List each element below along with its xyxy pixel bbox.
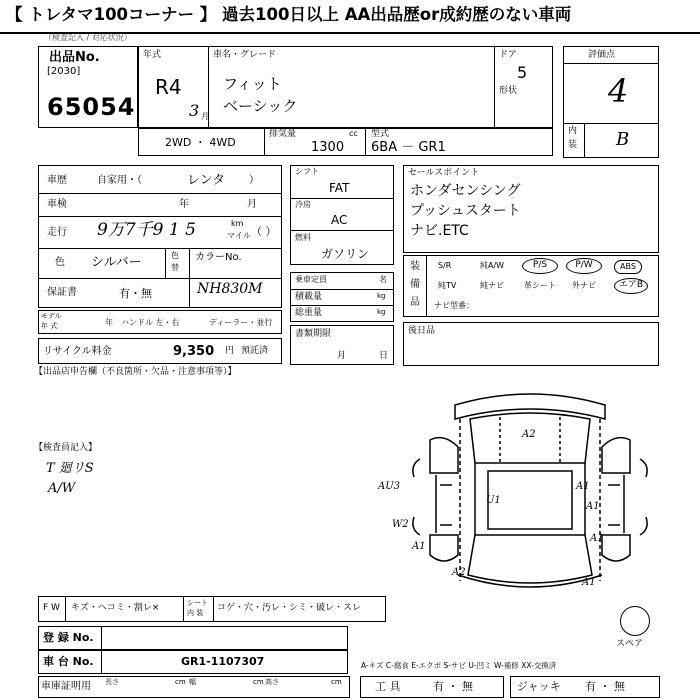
back-date-box — [403, 322, 659, 366]
seat-text: コゲ・穴・汚レ・シミ・破レ・スレ — [217, 603, 362, 613]
recycle-value: 9,350 — [173, 344, 215, 359]
recycle-note: 預託済 — [241, 346, 269, 356]
fw-label: F W — [43, 603, 60, 613]
interior-label-1: 内 — [568, 126, 578, 136]
model-year-label-2: 年 式 — [41, 322, 58, 330]
info-block — [38, 165, 282, 308]
dims-cm-1: cm — [175, 678, 186, 686]
header-title: 【 トレタマ100コーナー 】 過去100日以上 AA出品歴or成約歴のない車両 — [6, 5, 572, 24]
lot-number: 65054 — [47, 93, 136, 121]
displacement-label: 排気量 — [269, 129, 297, 139]
chassis-value: GR1-1107307 — [181, 655, 265, 668]
grade-score: 4 — [608, 72, 629, 110]
equip-abs: ABS — [614, 260, 642, 274]
dims-row — [38, 676, 350, 698]
top-note: （検査記入 / 対応状況） — [44, 33, 132, 42]
load-unit: kg — [377, 292, 386, 300]
equipment-label-3: 品 — [410, 297, 420, 308]
seat-label-2: 内 装 — [187, 609, 204, 617]
doors-value: 5 — [517, 63, 528, 82]
dims-wid: 幅 — [189, 678, 196, 686]
dims-label: 車庫証明用 — [41, 681, 91, 692]
load-label: 積載量 — [295, 292, 323, 302]
damage-legend: A-キズ C-腐食 E-エクボ S-サビ U-凹ミ W-補修 XX-交換済 — [361, 661, 557, 670]
equipment-box — [403, 255, 659, 317]
recycle-label: リサイクル料金 — [43, 346, 112, 357]
sales-points-box — [403, 165, 659, 253]
spec-row — [138, 128, 553, 156]
chassis-label: 車 台 No. — [43, 655, 94, 668]
model-label: 車名・グレード — [213, 50, 277, 60]
sales-points-label: セールスポイント — [408, 168, 480, 178]
grade-box — [563, 46, 659, 158]
jack-label: ジャッキ — [517, 680, 561, 693]
aircon-label: 冷房 — [295, 200, 311, 209]
chassis-row — [38, 650, 348, 674]
recycle-unit: 円 — [225, 346, 235, 356]
color-code: NH830M — [197, 281, 263, 297]
grade-label: 評価点 — [588, 50, 616, 60]
model-year-label-1: モデル — [41, 312, 62, 320]
damage-label-right-front: A1 — [576, 481, 590, 492]
equip-sr: S/R — [438, 261, 452, 270]
damage-label-right-mid: A1 — [590, 533, 604, 544]
tools-label: 工 具 — [375, 680, 401, 693]
equip-aw: 純A/W — [480, 261, 505, 270]
fuel-value: ガソリン — [321, 247, 370, 261]
warranty-value: 有・無 — [119, 287, 152, 300]
model-year-dealer: ディーラー・並行 — [209, 318, 273, 327]
sales-point-2: プッシュスタート — [410, 203, 521, 219]
color-change-1: 色 — [171, 251, 179, 260]
registration-row — [38, 626, 348, 650]
inspection-year: 年 — [179, 199, 189, 210]
model-year-row — [38, 310, 282, 334]
dims-cm-2: cm — [253, 678, 264, 686]
sales-point-1: ホンダセンシング — [410, 183, 521, 199]
fw-row — [38, 596, 386, 622]
inspection-label: 車検 — [47, 199, 67, 210]
recycle-row — [38, 338, 282, 364]
seat-label-1: シート — [187, 599, 208, 607]
damage-label-center: U1 — [486, 495, 501, 506]
damage-label-left-mid: A1 — [412, 541, 426, 552]
mileage-unit-mile: マイル — [227, 231, 251, 240]
docs-deadline-label: 書類期限 — [295, 329, 332, 339]
lot-box — [38, 46, 138, 128]
interior-label-2: 装 — [568, 140, 578, 150]
equip-ps: P/S — [522, 258, 558, 274]
lot-label: 出品No. — [49, 50, 100, 65]
year-label: 年式 — [143, 50, 162, 60]
mechanical-block — [290, 165, 394, 265]
year-month: 3 — [189, 101, 200, 120]
back-date-label: 後日品 — [408, 326, 436, 336]
mileage-paren: （ ） — [251, 225, 277, 238]
lot-sub: [2030] — [47, 66, 81, 77]
year-month-unit: 月 — [201, 112, 209, 121]
damage-label-rear-left: A2 — [452, 567, 466, 578]
docs-deadline-day: 日 — [379, 351, 389, 361]
model-grade: ベーシック — [223, 97, 298, 115]
drive-text: 2WD ・ 4WD — [165, 136, 236, 149]
registration-label: 登 録 No. — [43, 631, 94, 644]
color-change-2: 替 — [171, 263, 179, 272]
spare-icon — [620, 606, 650, 636]
dims-hei: 高さ — [265, 678, 279, 686]
history-close: ） — [249, 175, 259, 186]
model-year-handle: ハンドル 左・右 — [121, 318, 180, 327]
tools-row — [360, 676, 504, 698]
equip-leather: 革シート — [524, 281, 556, 290]
weight-unit: kg — [377, 308, 386, 316]
sales-point-3: ナビ.ETC — [410, 223, 469, 239]
weight-label: 総重量 — [295, 308, 323, 318]
displacement-unit: cc — [349, 129, 358, 138]
history-value: レンタ — [187, 173, 226, 188]
equip-navi: 純ナビ — [480, 281, 504, 290]
history-text: 自家用・（ — [97, 175, 142, 186]
docs-deadline-block — [290, 325, 394, 365]
docs-deadline-month: 月 — [337, 351, 347, 361]
mileage-label: 走行 — [47, 227, 67, 238]
model-code-value: 6BA － GR1 — [371, 140, 446, 155]
color-label: 色 — [55, 257, 65, 268]
tools-value: 有 ・ 無 — [433, 680, 473, 693]
capacity-unit: 名 — [379, 275, 387, 284]
model-year-year: 年 — [105, 318, 113, 327]
spare-label: スペア — [616, 639, 644, 649]
shift-value: FAT — [329, 181, 350, 195]
aircon-value: AC — [331, 213, 348, 227]
history-label: 車歴 — [47, 175, 67, 186]
displacement-value: 1300 — [311, 140, 345, 155]
inspector-line-1: T 廻リS — [46, 461, 94, 476]
capacity-label: 乗車定員 — [295, 275, 327, 284]
model-code-label: 型式 — [371, 129, 390, 139]
year-era: R4 — [155, 75, 182, 99]
vehicle-top-box — [138, 46, 553, 128]
inspector-label: 【検査員記入】 — [34, 443, 98, 453]
mileage-unit-km: km — [231, 219, 244, 228]
color-value: シルバー — [91, 255, 142, 270]
fw-text: キズ・ヘコミ・割レ× — [71, 603, 160, 613]
shift-label: シフト — [295, 167, 319, 176]
damage-label-right-door: A1 — [586, 501, 600, 512]
equip-navi-model: ナビ型番： — [434, 301, 474, 310]
equipment-label-2: 備 — [410, 279, 420, 290]
shape-label: 形状 — [499, 86, 518, 96]
damage-label-rear-right: A1 — [582, 577, 596, 588]
jack-value: 有 ・ 無 — [585, 680, 625, 693]
fuel-label: 燃料 — [295, 233, 311, 242]
mileage-value: 9万7千9 1 5 — [97, 220, 196, 240]
car-diagram — [378, 385, 660, 605]
damage-label-left-door: W2 — [392, 519, 409, 530]
equip-tv: 純TV — [438, 281, 457, 290]
damage-label-roof: A2 — [522, 429, 536, 440]
equipment-label-1: 装 — [410, 261, 420, 272]
dims-len: 長さ — [105, 678, 119, 686]
equip-pw: P/W — [566, 258, 602, 274]
warranty-label: 保証書 — [47, 287, 77, 298]
equip-ext-navi: 外ナビ — [572, 281, 596, 290]
jack-row — [510, 676, 660, 698]
color-code-label: カラーNo. — [195, 252, 242, 263]
interior-score: B — [616, 129, 630, 150]
capacity-block — [290, 272, 394, 322]
header-bar — [0, 0, 700, 34]
dims-cm-3: cm — [331, 678, 342, 686]
damage-label-left-front: AU3 — [378, 481, 401, 492]
model-name: フィット — [223, 75, 282, 93]
inspector-line-2: A/W — [48, 481, 76, 496]
equip-airbag: エアB — [614, 278, 648, 294]
seller-notes-label: 【出品店申告欄（不良箇所・欠品・注意事項等）】 — [34, 367, 237, 377]
doors-label: ドア — [499, 50, 517, 60]
inspection-month: 月 — [247, 199, 257, 210]
